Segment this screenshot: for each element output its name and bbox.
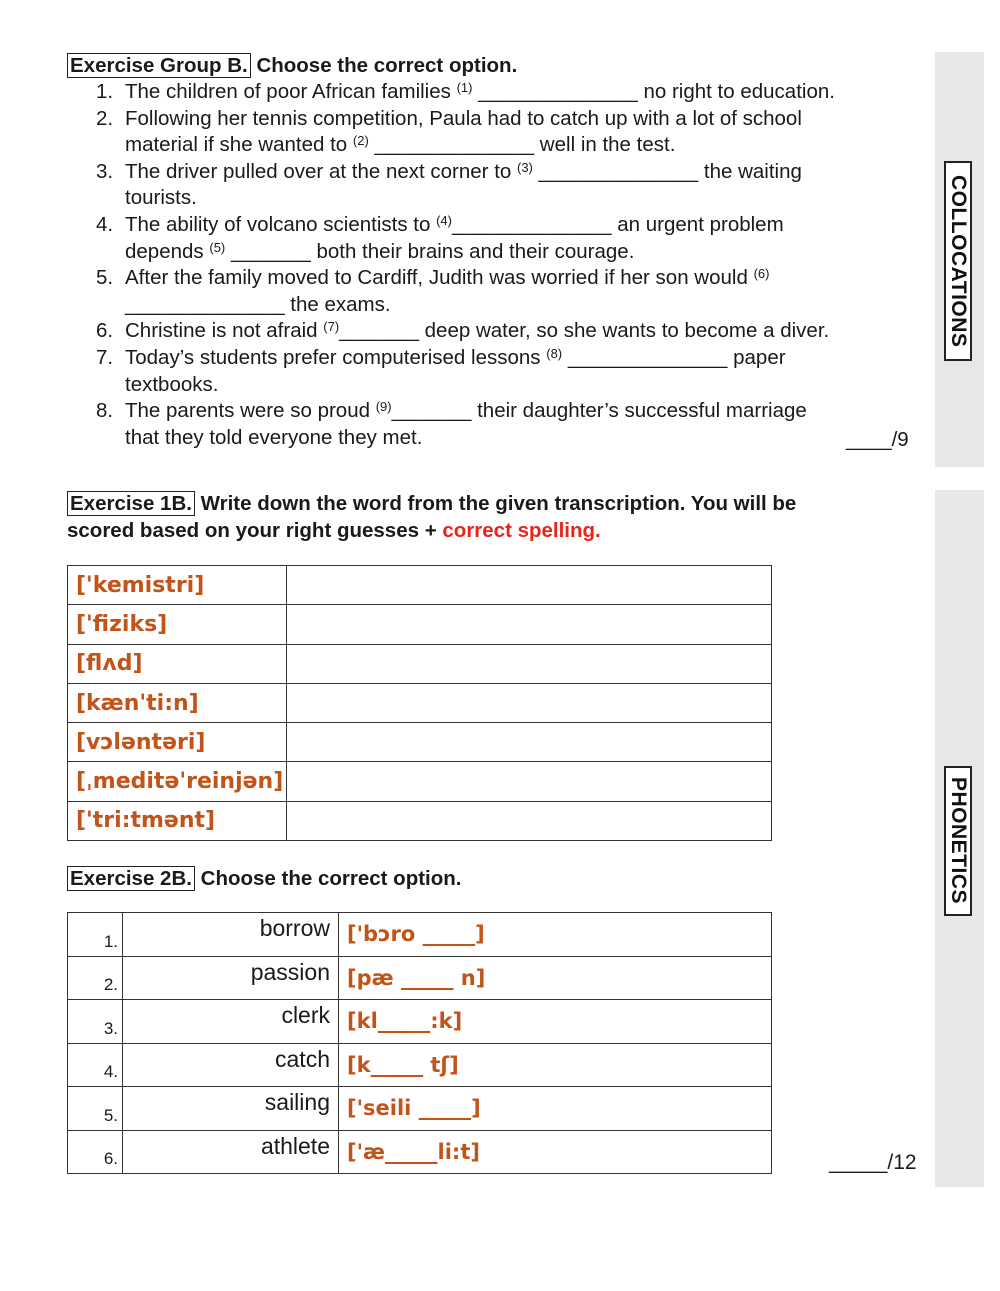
- word-cell: passion: [123, 956, 339, 1000]
- word-cell: clerk: [123, 1000, 339, 1044]
- group-b-label: Exercise Group B.: [67, 53, 251, 78]
- ex-2b-score: _____/12: [829, 1151, 917, 1174]
- table-row: [68, 956, 772, 1000]
- table-row: [68, 762, 772, 801]
- item-line: material if she wanted to $^{(2)}$ ______________ well in the test.: [125, 133, 676, 157]
- ipa-option-cell[interactable]: ['bɔro _____]: [339, 913, 772, 957]
- ipa-option-cell[interactable]: [pæ _____ n]: [339, 956, 772, 1000]
- ex-1b-heading: [67, 490, 927, 544]
- answer-cell[interactable]: [286, 683, 771, 722]
- transcription-cell: [flʌd]: [68, 644, 287, 683]
- item-line: Christine is not afraid $^{(7)}$_______ deep water, so she wants to become a diver.: [125, 319, 830, 343]
- answer-cell[interactable]: [286, 644, 771, 683]
- ex-2b-heading: [67, 865, 461, 892]
- ex-1b-instruction-red: correct spelling.: [442, 519, 601, 542]
- table-row: [68, 801, 772, 840]
- item-line: that they told everyone they met.: [125, 425, 423, 449]
- ex-2b-instruction: Choose the correct option.: [200, 867, 462, 890]
- group-b-item: [67, 318, 927, 345]
- transcription-table: [67, 565, 772, 841]
- group-b-list: [67, 79, 927, 451]
- group-b-item: [67, 265, 927, 318]
- ipa-option-cell[interactable]: [kl_____:k]: [339, 1000, 772, 1044]
- group-b-item: [67, 212, 927, 265]
- ex-1b-instruction-2: scored based on your right guesses +: [67, 519, 443, 542]
- table-row: [68, 1130, 772, 1174]
- table-row: [68, 913, 772, 957]
- item-line: The parents were so proud $^{(9)}$_______ their daughter’s successful marriage: [125, 399, 807, 423]
- item-line: ______________ the exams.: [125, 292, 391, 316]
- transcription-cell: ['tri:tmənt]: [68, 801, 287, 840]
- group-b-score: ____/9: [846, 428, 909, 451]
- item-number: 3.: [96, 159, 114, 183]
- item-line: The driver pulled over at the next corner to $^{(3)}$ ______________ the waiting: [125, 159, 802, 183]
- item-number: 8.: [96, 399, 114, 423]
- ex-1b-instruction: Write down the word from the given transcription. You will be: [200, 492, 797, 515]
- table-row: [68, 644, 772, 683]
- item-line: textbooks.: [125, 372, 219, 396]
- word-cell: athlete: [123, 1130, 339, 1174]
- row-number: 4.: [68, 1043, 123, 1087]
- table-row: [68, 683, 772, 722]
- item-line: The children of poor African families $^{(1)}$ ______________ no right to education.: [125, 80, 835, 103]
- item-number: 4.: [96, 212, 114, 236]
- item-number: 7.: [96, 345, 114, 369]
- item-line: Following her tennis competition, Paula had to catch up with a lot of school: [125, 106, 802, 130]
- row-number: 1.: [68, 913, 123, 957]
- table-row: [68, 1000, 772, 1044]
- item-number: 1.: [96, 80, 114, 103]
- table-row: [68, 1087, 772, 1131]
- row-number: 5.: [68, 1087, 123, 1131]
- group-b-item: [67, 106, 927, 159]
- ex-1b-label: Exercise 1B.: [67, 491, 195, 516]
- item-line: After the family moved to Cardiff, Judith was worried if her son would $^{(6)}$: [125, 266, 770, 290]
- transcription-cell: [kæn'ti:n]: [68, 683, 287, 722]
- transcription-cell: [ˌmeditə'reinjən]: [68, 762, 287, 801]
- transcription-cell: ['fiziks]: [68, 605, 287, 644]
- transcription-cell: ['kemistri]: [68, 566, 287, 605]
- word-cell: catch: [123, 1043, 339, 1087]
- ipa-option-cell[interactable]: ['seili _____]: [339, 1087, 772, 1131]
- group-b-heading: [67, 52, 517, 79]
- word-cell: sailing: [123, 1087, 339, 1131]
- item-line: tourists.: [125, 186, 197, 210]
- table-row: [68, 566, 772, 605]
- item-number: 6.: [96, 319, 114, 343]
- answer-cell[interactable]: [286, 762, 771, 801]
- ex-2b-label: Exercise 2B.: [67, 866, 195, 891]
- group-b-item: [67, 79, 927, 106]
- group-b-instruction: Choose the correct option.: [256, 54, 518, 77]
- answer-cell[interactable]: [286, 801, 771, 840]
- answer-cell[interactable]: [286, 566, 771, 605]
- answer-cell[interactable]: [286, 605, 771, 644]
- group-b-item: [67, 345, 927, 398]
- table-row: [68, 605, 772, 644]
- item-number: 5.: [96, 266, 114, 290]
- row-number: 6.: [68, 1130, 123, 1174]
- ipa-option-cell[interactable]: [k_____ tʃ]: [339, 1043, 772, 1087]
- phonetics-tab: PHONETICS: [944, 766, 972, 916]
- phonetics-option-table: [67, 912, 772, 1174]
- collocations-tab: COLLOCATIONS: [944, 161, 972, 361]
- item-number: 2.: [96, 106, 114, 130]
- transcription-cell: [vɔləntəri]: [68, 723, 287, 762]
- word-cell: borrow: [123, 913, 339, 957]
- item-line: depends $^{(5)}$ _______ both their brains and their courage.: [125, 239, 635, 263]
- group-b-item: [67, 398, 927, 451]
- ipa-option-cell[interactable]: ['æ_____li:t]: [339, 1130, 772, 1174]
- item-line: The ability of volcano scientists to $^{(4)}$______________ an urgent problem: [125, 212, 784, 236]
- answer-cell[interactable]: [286, 723, 771, 762]
- item-line: Today’s students prefer computerised lessons $^{(8)}$ ______________ paper: [125, 345, 786, 369]
- table-row: [68, 723, 772, 762]
- row-number: 3.: [68, 1000, 123, 1044]
- table-row: [68, 1043, 772, 1087]
- row-number: 2.: [68, 956, 123, 1000]
- group-b-item: [67, 159, 927, 212]
